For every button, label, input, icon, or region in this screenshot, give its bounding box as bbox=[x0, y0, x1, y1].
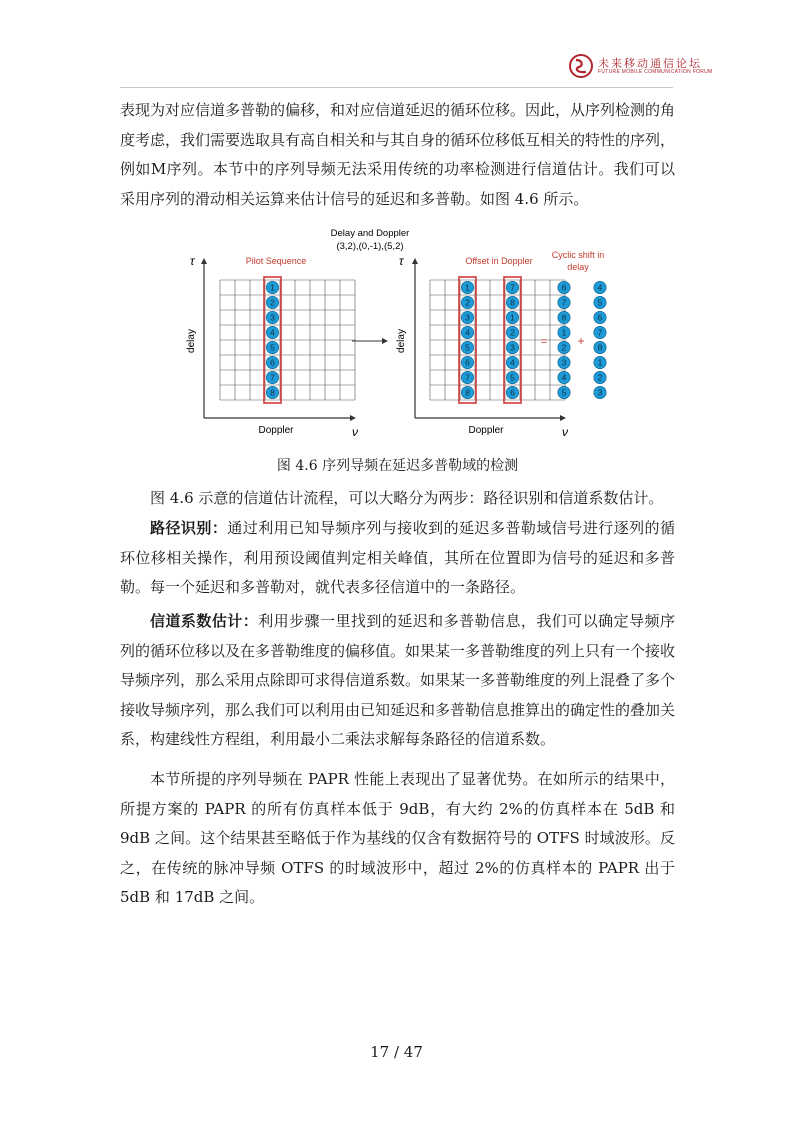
doppler-offset-dot-label: 2 bbox=[510, 327, 515, 338]
page-number: 17 / 47 bbox=[370, 1043, 423, 1061]
figure-diagram bbox=[180, 222, 615, 444]
forum-logo bbox=[568, 53, 713, 81]
doppler-offset-dot-label: 3 bbox=[510, 342, 515, 353]
cyclic-shift-a-dot-label: 3 bbox=[561, 357, 567, 368]
cyclic-shift-b-dot-label: 8 bbox=[597, 342, 603, 353]
cyclic-shift-b-dot-label: 3 bbox=[597, 387, 603, 398]
body-paragraph-2: 图 4.6 示意的信道估计流程，可以大略分为两步：路径识别和信道系数估计。 bbox=[150, 489, 664, 507]
cyclic-shift-b-dot-label: 2 bbox=[597, 372, 603, 383]
body-paragraph-1: 表现为对应信道多普勒的偏移，和对应信道延迟的循环位移。因此，从序列检测的角度考虑，我们需要选取具有高自相关和与其自身的循环位移低互相关的特性的序列，例如M序列。本节中的序列导频无法采用传统的功率检测进行信道估计。我们可以采用序列的滑动相关运算来估计信号的延迟和多普勒。如图 4.6 所示。 bbox=[120, 101, 676, 208]
cyclic-shift-b-dot-label: 7 bbox=[597, 327, 603, 338]
left-x-arrow-icon bbox=[350, 415, 356, 421]
body-paragraph-5: 本节所提的序列导频在 PAPR 性能上表现出了显著优势。在如所示的结果中，所提方案的 PAPR 的所有仿真样本低于 9dB，有大约 2%的仿真样本在 5dB 和 9dB 之间。这个结果甚至略低于作为基线的仅含有数据符号的 OTFS 时域波形。反之，在传统的脉冲导频 OTFS 的时域波形中，超过 2%的仿真样本的 PAPR 出于 5dB 和 17dB 之间。 bbox=[120, 770, 675, 907]
pilot-sequence-label: Pilot Sequence bbox=[245, 256, 307, 266]
body-paragraph-3 bbox=[120, 514, 675, 603]
doppler-offset-dot-label: 6 bbox=[510, 387, 515, 398]
left-ylabel: delay bbox=[186, 329, 197, 353]
right-ylabel: delay bbox=[396, 329, 407, 353]
left-y-arrow-icon bbox=[201, 258, 207, 264]
pilot-dot-label: 1 bbox=[270, 282, 275, 293]
received-pilot-dot-label: 3 bbox=[465, 312, 470, 323]
transform-arrow-icon bbox=[382, 338, 388, 344]
left-grid bbox=[220, 280, 355, 400]
doppler-offset-dot-label: 1 bbox=[510, 312, 515, 323]
right-x-arrow-icon bbox=[560, 415, 566, 421]
cyclic-shift-a-dot-label: 6 bbox=[561, 282, 567, 293]
doppler-offset-dot-label: 5 bbox=[510, 372, 515, 383]
received-pilot-dot-label: 7 bbox=[465, 372, 470, 383]
pilot-dot-label: 4 bbox=[270, 327, 275, 338]
logo-title-en: FUTURE MOBILE COMMUNICATION FORUM bbox=[598, 69, 713, 75]
plus-sign: + bbox=[577, 334, 585, 348]
left-xlabel: Doppler bbox=[258, 425, 294, 436]
logo-title-cn: 未来移动通信论坛 bbox=[598, 57, 702, 70]
channel-estimation-text: 利用步骤一里找到的延迟和多普勒信息，我们可以确定导频序列的循环位移以及在多普勒维度的偏移值。如果某一多普勒维度的列上只有一个接收导频序列，那么采用点除即可求得信道系数。如果某一多普勒维度的列上混叠了多个接收导频序列，那么我们可以利用由已知延迟和多普勒信息推算出的确定性的叠加关系，构建线性方程组，利用最小二乘法求解每条路径的信道系数。 bbox=[120, 612, 676, 749]
received-pilot-dot-label: 5 bbox=[465, 342, 470, 353]
cyclic-shift-a-dot-label: 1 bbox=[561, 327, 567, 338]
pilot-dot-label: 6 bbox=[270, 357, 275, 368]
pilot-dot-label: 2 bbox=[270, 297, 275, 308]
cyclic-shift-b-dot-label: 5 bbox=[597, 297, 603, 308]
received-pilot-dot-label: 8 bbox=[465, 387, 470, 398]
pilot-dot-label: 8 bbox=[270, 387, 275, 398]
doppler-offset-dot-label: 8 bbox=[510, 297, 515, 308]
figure-4-6 bbox=[180, 222, 615, 444]
cyclic-shift-label-2: delay bbox=[567, 262, 589, 272]
figure-title-line1: Delay and Doppler bbox=[330, 228, 410, 239]
channel-estimation-label: 信道系数估计： bbox=[150, 612, 259, 630]
path-identification-text: 通过利用已知导频序列与接收到的延迟多普勒域信号进行逐列的循环位移相关操作，利用预设阈值判定相关峰值，其所在位置即为信号的延迟和多普勒。每一个延迟和多普勒对，就代表多径信道中的一条路径。 bbox=[120, 519, 675, 597]
doppler-offset-dot-label: 7 bbox=[510, 282, 515, 293]
figure-title-line2: (3,2),(0,-1),(5,2) bbox=[336, 241, 404, 252]
left-nu-label: ν bbox=[352, 425, 358, 439]
received-pilot-dot-label: 6 bbox=[465, 357, 470, 368]
pilot-dot-label: 7 bbox=[270, 372, 275, 383]
doppler-offset-dot-label: 4 bbox=[510, 357, 515, 368]
body-paragraph-4 bbox=[120, 607, 675, 755]
offset-doppler-label: Offset in Doppler bbox=[465, 256, 533, 266]
right-y-arrow-icon bbox=[412, 258, 418, 264]
header-divider bbox=[120, 87, 673, 88]
right-tau-label: τ bbox=[399, 254, 404, 268]
left-tau-label: τ bbox=[190, 254, 195, 268]
cyclic-shift-a-dot-label: 7 bbox=[561, 297, 567, 308]
cyclic-shift-a-dot-label: 4 bbox=[561, 372, 567, 383]
right-xlabel: Doppler bbox=[468, 425, 504, 436]
cyclic-shift-b-dot-label: 6 bbox=[597, 312, 603, 323]
pilot-dot-label: 3 bbox=[270, 312, 275, 323]
right-nu-label: ν bbox=[562, 425, 568, 439]
figure-caption: 图 4.6 序列导频在延迟多普勒域的检测 bbox=[276, 458, 519, 474]
cyclic-shift-label-1: Cyclic shift in bbox=[551, 250, 605, 260]
equals-sign: = bbox=[540, 336, 548, 348]
cyclic-shift-a-dot-label: 8 bbox=[561, 312, 567, 323]
received-pilot-dot-label: 4 bbox=[465, 327, 470, 338]
cyclic-shift-b-dot-label: 4 bbox=[597, 282, 603, 293]
received-pilot-dot-label: 2 bbox=[465, 297, 470, 308]
path-identification-label: 路径识别： bbox=[150, 519, 228, 537]
cyclic-shift-a-dot-label: 5 bbox=[561, 387, 567, 398]
received-pilot-dot-label: 1 bbox=[465, 282, 470, 293]
cyclic-shift-a-dot-label: 2 bbox=[561, 342, 567, 353]
forum-logo-icon bbox=[568, 53, 594, 79]
cyclic-shift-b-dot-label: 1 bbox=[597, 357, 603, 368]
pilot-dot-label: 5 bbox=[270, 342, 275, 353]
